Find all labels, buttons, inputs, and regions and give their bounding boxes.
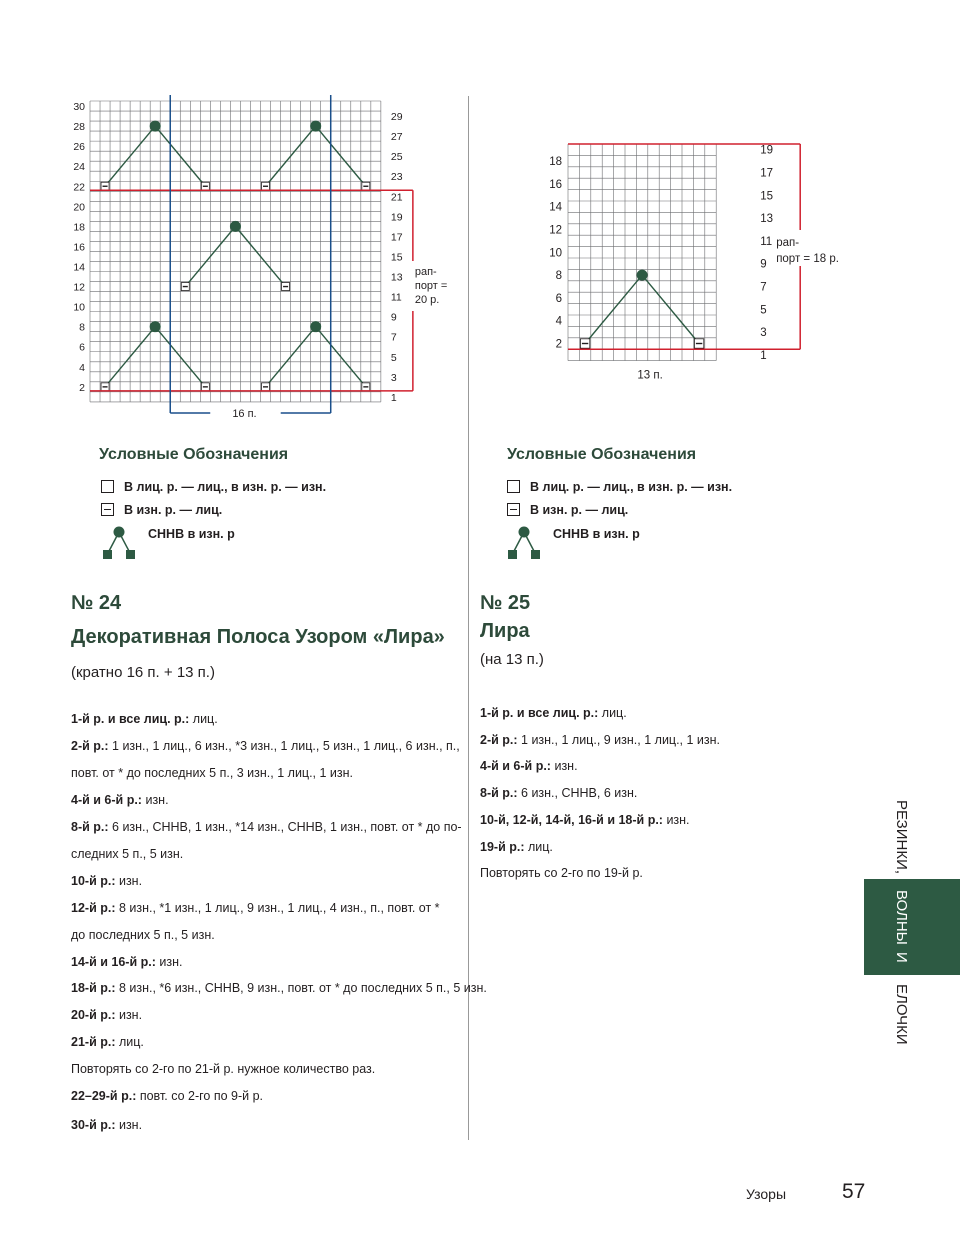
row-label: 4 (79, 361, 85, 374)
instruction-row-label: 8-й р.: (480, 786, 518, 801)
instruction-line (71, 1089, 263, 1103)
instruction-row-label: 4-й и 6-й р.: (71, 793, 142, 807)
legend-item-knit: В лиц. р. — лиц., в изн. р. — изн. (530, 480, 733, 494)
row-label: 9 (390, 311, 397, 324)
legend-item-purl: В изн. р. — лиц. (124, 503, 223, 517)
legend-title-right: Условные Обозначения (507, 446, 697, 463)
cnnv-symbol-icon (100, 525, 136, 561)
row-label: 23 (390, 171, 403, 184)
instruction-row-label: 10-й, 12-й, 14-й, 16-й и 18-й р.: (480, 812, 663, 827)
row-label: 19 (760, 144, 773, 157)
row-label: 1 (390, 391, 397, 404)
instruction-text: до последних 5 п., 5 изн. (71, 928, 215, 942)
legend-item-cnnv: СННВ в изн. р (148, 527, 235, 541)
row-label: 18 (549, 156, 562, 169)
pattern-25-title: Лира (480, 620, 530, 642)
instruction-row-label: 14-й и 16-й р.: (71, 955, 156, 969)
instruction-text: 8 изн., *6 изн., СННВ, 9 изн., повт. от * до последних 5 п., 5 изн. (115, 981, 487, 995)
row-label: 9 (760, 258, 767, 271)
row-label: 5 (760, 304, 767, 317)
instruction-text: лиц. (115, 1035, 144, 1049)
instruction-text: повт. от * до последних 5 п., 3 изн., 1 лиц., 1 изн. (71, 766, 354, 780)
cnnv-dot-icon (310, 121, 321, 132)
instruction-row-label: 1-й р. и все лиц. р.: (71, 712, 190, 726)
instruction-text: лиц. (524, 839, 553, 854)
instruction-line (480, 866, 643, 880)
instruction-text: следних 5 п., 5 изн. (71, 847, 184, 861)
section-label-part4: ЕЛОЧКИ (893, 984, 910, 1045)
cnnv-dot-icon (150, 321, 161, 332)
cnnv-dot-icon (230, 221, 241, 232)
page-number: 57 (842, 1180, 866, 1203)
instruction-text: Повторять со 2-го по 21-й р. нужное количество раз. (71, 1062, 376, 1076)
row-label: 1 (760, 349, 767, 362)
empty-square-icon (101, 480, 114, 493)
repeat-label: порт = (414, 280, 448, 292)
row-label: 16 (549, 178, 562, 191)
row-label: 22 (73, 181, 85, 194)
row-label: 30 (73, 101, 85, 114)
instruction-line (71, 1008, 142, 1022)
minus-square-icon (101, 503, 114, 516)
row-label: 12 (549, 224, 562, 237)
row-label: 16 (73, 241, 85, 254)
instruction-row-label: 2-й р.: (71, 739, 109, 753)
instruction-text: 1 изн., 1 лиц., 9 изн., 1 лиц., 1 изн. (517, 732, 721, 747)
instruction-text: Повторять со 2-го по 19-й р. (480, 866, 643, 881)
empty-square-icon (507, 480, 520, 493)
instruction-line (71, 1062, 375, 1076)
instruction-text: повт. со 2-го по 9-й р. (136, 1089, 264, 1103)
section-label-part3: И (893, 952, 910, 963)
instruction-text: изн. (115, 1118, 143, 1132)
instruction-line (71, 874, 142, 888)
row-label: 3 (760, 327, 767, 340)
width-label: 16 п. (232, 408, 257, 420)
row-label: 24 (73, 161, 85, 174)
row-label: 25 (390, 151, 403, 164)
repeat-label: рап- (776, 237, 800, 249)
row-label: 18 (73, 221, 85, 234)
row-label: 12 (73, 281, 85, 294)
row-label: 14 (549, 201, 562, 214)
instruction-text: изн. (115, 1008, 143, 1022)
instruction-line (71, 712, 218, 726)
instruction-line (71, 766, 353, 780)
instruction-row-label: 12-й р.: (71, 901, 116, 915)
instruction-row-label: 22–29-й р.: (71, 1089, 137, 1103)
row-label: 26 (73, 141, 85, 154)
chart-25 (530, 120, 839, 385)
row-label: 6 (79, 341, 85, 354)
instruction-line (71, 1035, 144, 1049)
row-label: 27 (390, 131, 403, 144)
instruction-line (480, 813, 690, 827)
instruction-line (71, 1118, 142, 1132)
legend-item-purl: В изн. р. — лиц. (530, 503, 629, 517)
instruction-line (71, 793, 169, 807)
legend-title-left: Условные Обозначения (99, 446, 289, 463)
row-label: 21 (390, 191, 403, 204)
instruction-row-label: 20-й р.: (71, 1008, 116, 1022)
pattern-24-title: Декоративная Полоса Узором «Лира» (71, 626, 445, 648)
row-label: 6 (555, 292, 562, 305)
pattern-25-number: № 25 (480, 592, 531, 614)
instruction-line (71, 820, 462, 834)
instruction-row-label: 1-й р. и все лиц. р.: (480, 706, 599, 720)
row-label: 4 (555, 315, 562, 328)
repeat-label: порт = 18 р. (776, 253, 839, 265)
pattern-25-subtitle: (на 13 п.) (480, 651, 544, 668)
row-label: 2 (79, 381, 85, 394)
instruction-text: 6 изн., СННВ, 6 изн. (517, 786, 638, 801)
row-label: 20 (73, 201, 85, 214)
section-label-part1: РЕЗИНКИ, (893, 800, 910, 875)
instruction-text: лиц. (598, 706, 627, 720)
legend-item-knit: В лиц. р. — лиц., в изн. р. — изн. (124, 480, 327, 494)
row-label: 10 (73, 301, 85, 314)
pattern-24-subtitle: (кратно 16 п. + 13 п.) (71, 664, 215, 681)
section-label-part2: ВОЛНЫ (893, 890, 910, 945)
instruction-text: изн. (662, 812, 690, 827)
row-label: 5 (390, 351, 397, 364)
cnnv-dot-icon (637, 270, 648, 281)
cnnv-dot-icon (310, 321, 321, 332)
instruction-text: лиц. (189, 712, 218, 726)
row-label: 14 (73, 261, 85, 274)
instruction-text: изн. (155, 955, 183, 969)
instruction-line (71, 955, 182, 969)
cnnv-dot-icon (150, 121, 161, 132)
instruction-row-label: 10-й р.: (71, 874, 116, 888)
minus-square-icon (507, 503, 520, 516)
instruction-text: изн. (141, 793, 169, 807)
row-label: 17 (760, 167, 773, 180)
row-label: 29 (390, 111, 403, 124)
instruction-line (71, 928, 215, 942)
row-label: 13 (760, 213, 773, 226)
instruction-line (71, 981, 487, 995)
row-label: 3 (390, 371, 397, 384)
row-label: 17 (390, 231, 403, 244)
pattern-24-number: № 24 (71, 592, 122, 614)
instruction-line (71, 847, 183, 861)
instruction-text: 1 изн., 1 лиц., 6 изн., *3 изн., 1 лиц., 5 изн., 1 лиц., 6 изн., п., (108, 739, 460, 753)
row-label: 11 (390, 291, 402, 304)
row-label: 7 (760, 281, 767, 294)
row-label: 10 (549, 247, 562, 260)
footer-section-label: Узоры (746, 1186, 787, 1202)
instruction-text: 6 изн., СННВ, 1 изн., *14 изн., СННВ, 1 изн., повт. от * до по- (108, 820, 462, 834)
instruction-row-label: 2-й р.: (480, 732, 518, 747)
legend-item-cnnv: СННВ в изн. р (553, 527, 640, 541)
instruction-text: изн. (550, 759, 578, 774)
instruction-row-label: 30-й р.: (71, 1118, 116, 1132)
width-label: 13 п. (637, 369, 663, 382)
repeat-label: 20 р. (414, 294, 440, 306)
row-label: 8 (555, 270, 562, 283)
section-tab (864, 879, 960, 975)
row-label: 19 (390, 211, 403, 224)
instruction-row-label: 19-й р.: (480, 839, 525, 854)
row-label: 7 (390, 331, 397, 344)
instruction-line (480, 840, 553, 854)
row-label: 28 (73, 121, 85, 134)
instruction-row-label: 4-й и 6-й р.: (480, 759, 551, 774)
row-label: 8 (79, 321, 85, 334)
repeat-label: рап- (414, 266, 437, 278)
instruction-row-label: 18-й р.: (71, 981, 116, 995)
row-label: 15 (390, 251, 403, 264)
instruction-row-label: 8-й р.: (71, 820, 109, 834)
cnnv-symbol-icon (505, 525, 541, 561)
instruction-line (480, 786, 637, 800)
instruction-line (71, 739, 460, 753)
instruction-text: изн. (115, 874, 143, 888)
row-label: 2 (555, 338, 562, 351)
row-label: 13 (390, 271, 403, 284)
instruction-line (480, 706, 627, 720)
chart-24 (60, 95, 460, 425)
instruction-line (480, 759, 578, 773)
instruction-row-label: 21-й р.: (71, 1035, 116, 1049)
instruction-text: 8 изн., *1 изн., 1 лиц., 9 изн., 1 лиц., 4 изн., п., повт. от * (115, 901, 440, 915)
instruction-line (480, 733, 720, 747)
instruction-line (71, 901, 440, 915)
row-label: 15 (760, 190, 773, 203)
row-label: 11 (760, 235, 773, 248)
